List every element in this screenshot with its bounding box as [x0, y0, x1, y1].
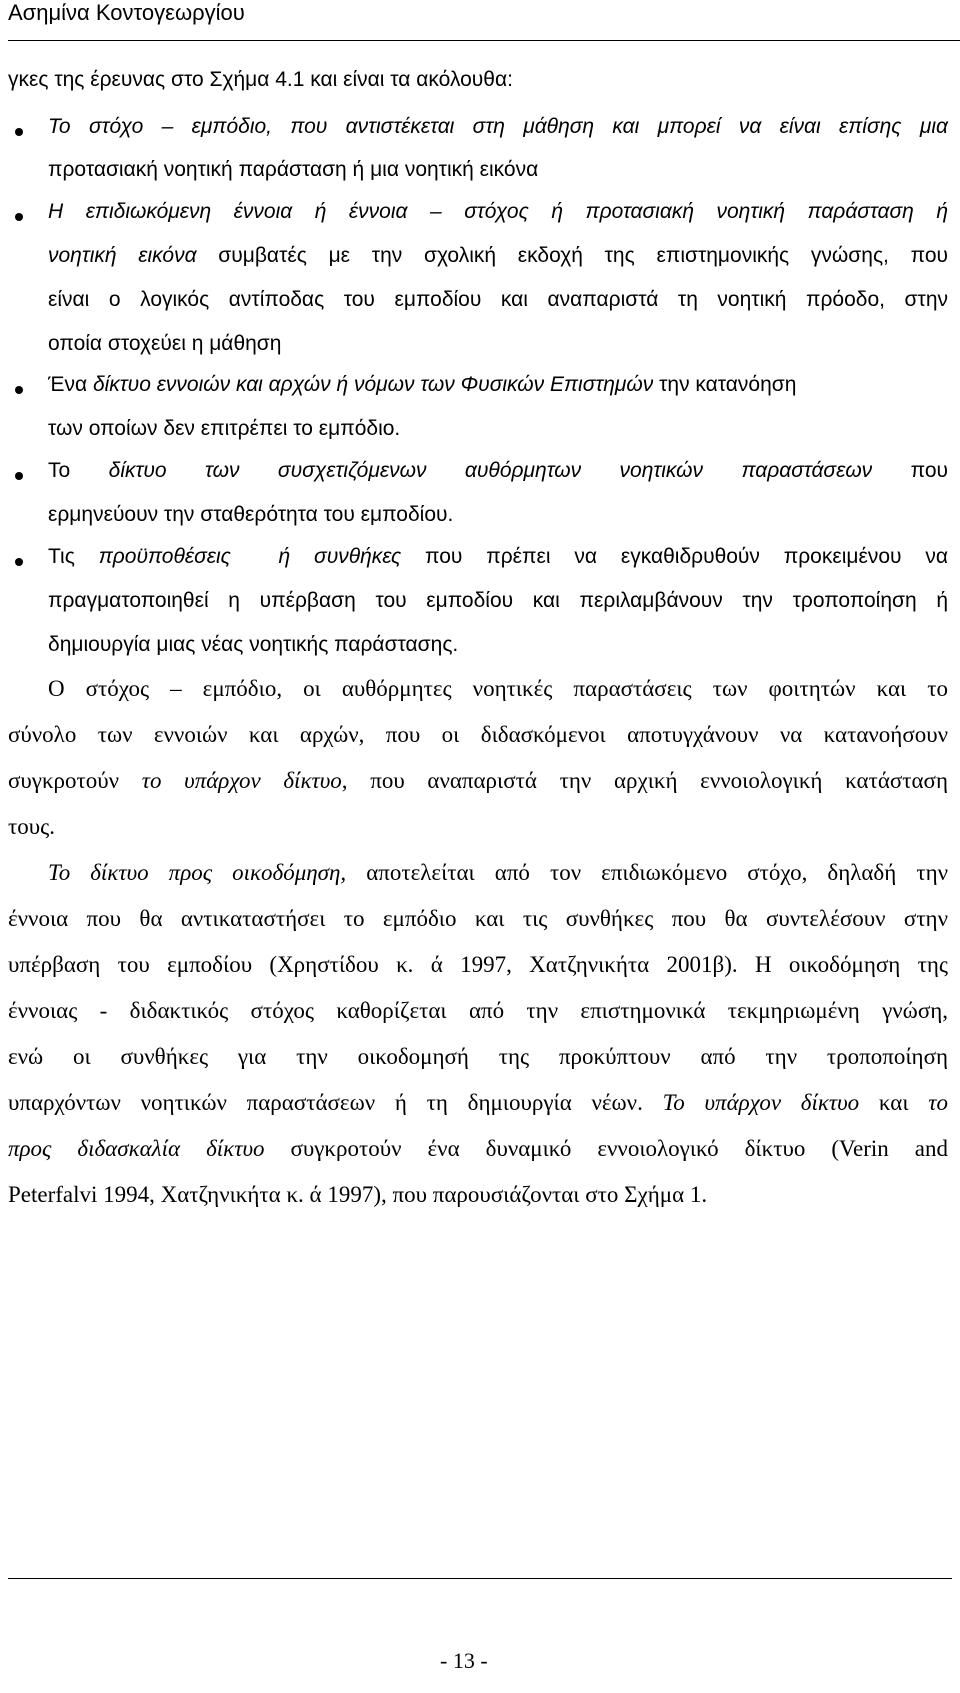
bullet-2-line-3: είναι ο λογικός αντίποδας του εμποδίου και αναπαριστά τη νοητική πρόοδο, στην	[48, 288, 948, 311]
paragraph-2-line-2: έννοια που θα αντικαταστήσει το εμπόδιο και τις συνθήκες που θα συντελέσουν στην	[8, 906, 948, 931]
bullet-2-line-1: Η επιδιωκόμενη έννοια ή έννοια – στόχος ή προτασιακή νοητική παράσταση ή	[48, 200, 948, 223]
paragraph-2-line-8: Peterfalvi 1994, Χατζηνικήτα κ. ά 1997), που παρουσιάζονται στο Σχήμα 1.	[8, 1182, 708, 1207]
bullet-4-line-1: Το δίκτυο των συσχετιζόμενων αυθόρμητων νοητικών παραστάσεων που	[48, 459, 948, 482]
bullet-dot	[15, 472, 23, 480]
bullet-5-line-1: Τις προϋποθέσεις ή συνθήκες που πρέπει να εγκαθιδρυθούν προκειμένου να	[48, 545, 948, 568]
paragraph-2-line-1: Το δίκτυο προς οικοδόμηση, αποτελείται από τον επιδιωκόμενο στόχο, δηλαδή την	[48, 860, 948, 885]
paragraph-2-line-7: προς διδασκαλία δίκτυο συγκροτούν ένα δυναμικό εννοιολογικό δίκτυο (Verin and	[8, 1136, 948, 1161]
intro-line: γκες της έρευνας στο Σχήμα 4.1 και είναι τα ακόλουθα:	[8, 68, 513, 91]
bullet-2-line-2: νοητική εικόνα συμβατές με την σχολική εκδοχή της επιστημονικής γνώσης, που	[48, 244, 948, 267]
bullet-5-line-3: δημιουργία μιας νέας νοητικής παράστασης.	[48, 633, 459, 656]
bullet-2-line-4: οποία στοχεύει η μάθηση	[48, 332, 282, 355]
bullet-1-line-2: προτασιακή νοητική παράσταση ή μια νοητική εικόνα	[48, 158, 539, 181]
header-author: Ασημίνα Κοντογεωργίου	[8, 0, 245, 25]
header-rule	[8, 40, 960, 41]
bullet-dot	[15, 386, 23, 394]
bullet-4-line-2: ερμηνεύουν την σταθερότητα του εμποδίου.	[48, 503, 454, 526]
paragraph-1-line-3: συγκροτούν το υπάρχον δίκτυο, που αναπαριστά την αρχική εννοιολογική κατάσταση	[8, 768, 948, 793]
bullet-5-line-2: πραγματοποιηθεί η υπέρβαση του εμποδίου και περιλαμβάνουν την τροποποίηση ή	[48, 589, 948, 612]
bullet-dot	[15, 128, 23, 136]
paragraph-2-line-4: έννοιας - διδακτικός στόχος καθορίζεται από την επιστημονικά τεκμηριωμένη γνώση,	[8, 998, 948, 1023]
bullet-3-line-2: των οποίων δεν επιτρέπει το εμπόδιο.	[48, 417, 401, 440]
footer-rule	[8, 1578, 952, 1579]
paragraph-1-line-4: τους.	[8, 814, 55, 839]
bullet-3-line-1: Ένα δίκτυο εννοιών και αρχών ή νόμων των Φυσικών Επιστημών την κατανόηση	[48, 373, 797, 396]
paragraph-2-line-6: υπαρχόντων νοητικών παραστάσεων ή τη δημιουργία νέων. Το υπάρχον δίκτυο και το	[8, 1090, 948, 1115]
paragraph-1-line-1: Ο στόχος – εμπόδιο, οι αυθόρμητες νοητικές παραστάσεις των φοιτητών και το	[48, 676, 948, 701]
bullet-1-line-1: Το στόχο – εμπόδιο, που αντιστέκεται στη μάθηση και μπορεί να είναι επίσης μια	[48, 115, 948, 138]
page-number: - 13 -	[440, 1648, 488, 1673]
page-header	[8, 0, 960, 44]
bullet-dot	[15, 558, 23, 566]
bullet-dot	[15, 213, 23, 221]
paragraph-2-line-5: ενώ οι συνθήκες για την οικοδομησή της προκύπτουν από την τροποποίηση	[8, 1044, 948, 1069]
paragraph-1-line-2: σύνολο των εννοιών και αρχών, που οι διδασκόμενοι αποτυγχάνουν να κατανοήσουν	[8, 722, 948, 747]
paragraph-2-line-3: υπέρβαση του εμποδίου (Χρηστίδου κ. ά 1997, Χατζηνικήτα 2001β). Η οικοδόμηση της	[8, 952, 948, 977]
